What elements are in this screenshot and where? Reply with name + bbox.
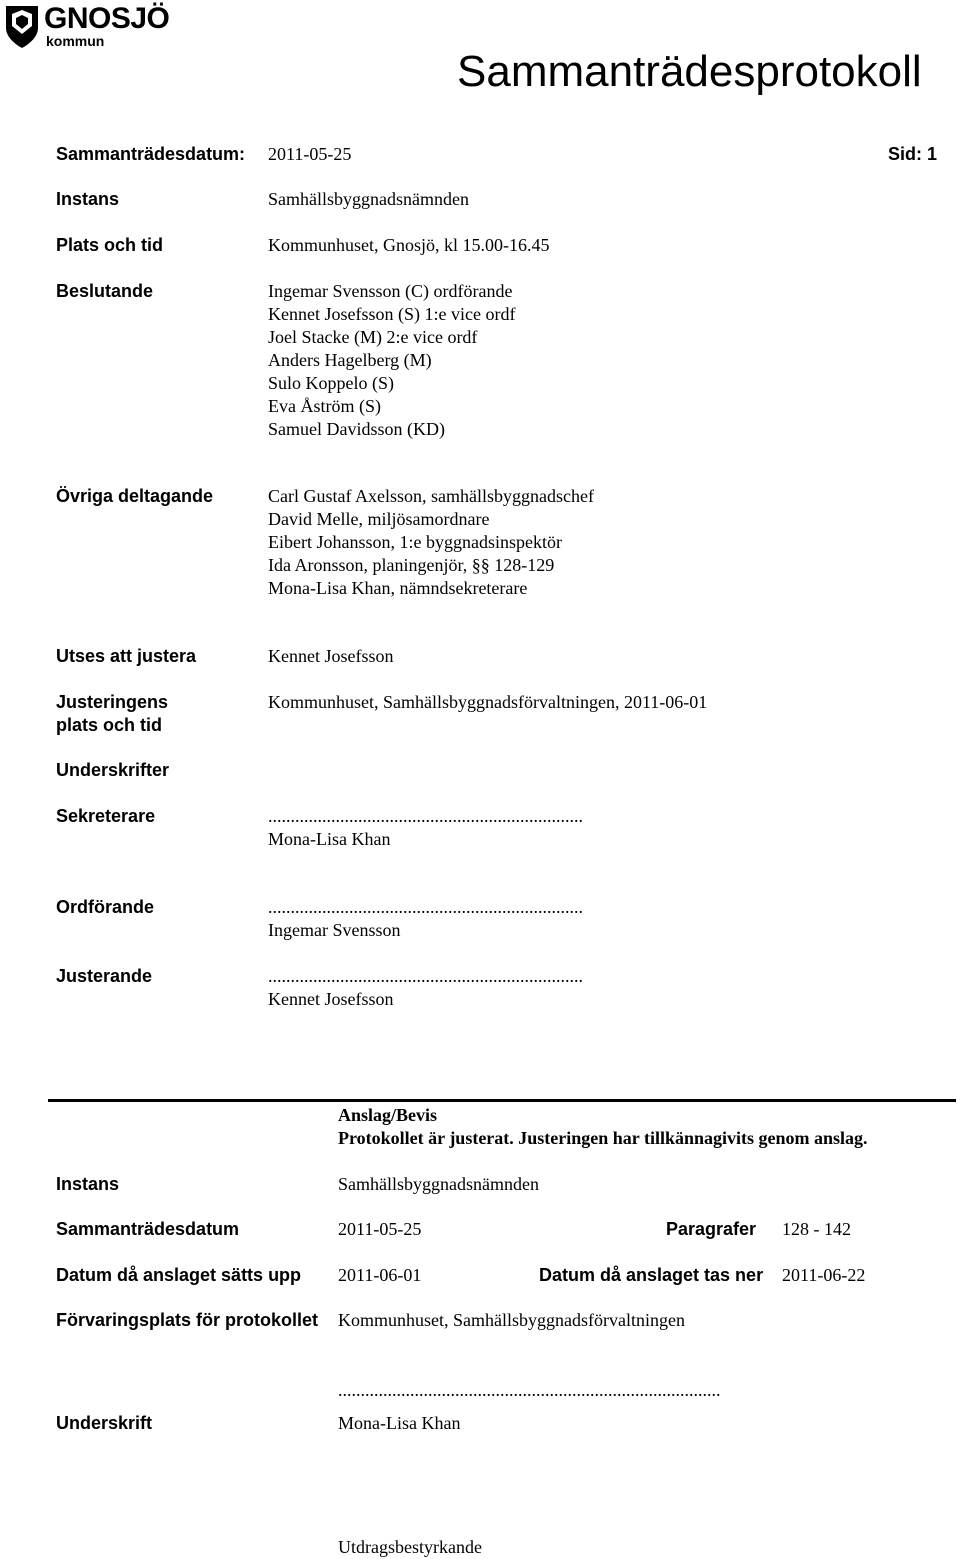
footer-label: Utdragsbestyrkande xyxy=(338,1537,482,1557)
underskrifter-label: Underskrifter xyxy=(56,760,170,780)
list-item: Samuel Davidsson (KD) xyxy=(268,419,445,439)
paragrafer-label: Paragrafer xyxy=(666,1219,757,1239)
anslag-heading: Anslag/Bevis xyxy=(338,1105,438,1125)
list-item: Kennet Josefsson (S) 1:e vice ordf xyxy=(268,304,516,324)
sekreterare-name: Mona-Lisa Khan xyxy=(268,829,391,849)
list-item: Joel Stacke (M) 2:e vice ordf xyxy=(268,327,478,347)
municipality-logo xyxy=(4,4,174,50)
ovriga-list xyxy=(268,485,594,600)
list-item: David Melle, miljösamordnare xyxy=(268,509,490,529)
justerande-name: Kennet Josefsson xyxy=(268,989,394,1009)
list-item: Eibert Johansson, 1:e byggnadsinspektör xyxy=(268,532,562,552)
anslag-date-label: Sammanträdesdatum xyxy=(56,1219,240,1239)
signature-line: ..................................................................................... xyxy=(338,1380,721,1400)
justerande-label: Justerande xyxy=(56,966,153,986)
list-item: Carl Gustaf Axelsson, samhällsbyggnadschef xyxy=(268,486,594,506)
signature-line: ...................................................................... xyxy=(268,806,583,826)
list-item: Anders Hagelberg (M) xyxy=(268,350,432,370)
justera-label: Utses att justera xyxy=(56,646,197,666)
beslutande-label: Beslutande xyxy=(56,281,154,301)
place-label: Plats och tid xyxy=(56,235,164,255)
justering-label-2: plats och tid xyxy=(56,715,163,735)
signature-line: ...................................................................... xyxy=(268,897,583,917)
shield-icon xyxy=(4,4,40,50)
underskrift-label: Underskrift xyxy=(56,1413,153,1433)
storage-label: Förvaringsplats för protokollet xyxy=(56,1310,319,1330)
logo-subtitle: kommun xyxy=(46,33,105,49)
ovriga-label: Övriga deltagande xyxy=(56,486,214,506)
place-value: Kommunhuset, Gnosjö, kl 15.00-16.45 xyxy=(268,235,550,255)
storage-value: Kommunhuset, Samhällsbyggnadsförvaltningen xyxy=(338,1310,685,1330)
list-item: Ida Aronsson, planingenjör, §§ 128-129 xyxy=(268,555,555,575)
instans-value: Samhällsbyggnadsnämnden xyxy=(268,189,469,209)
ordforande-name: Ingemar Svensson xyxy=(268,920,401,940)
page-title: Sammanträdesprotokoll xyxy=(457,47,922,96)
anslag-instans-label: Instans xyxy=(56,1174,120,1194)
anslag-statement: Protokollet är justerat. Justeringen har tillkännagivits genom anslag. xyxy=(338,1128,868,1148)
logo-name: GNOSJÖ xyxy=(44,2,170,35)
anslag-down-label: Datum då anslaget tas ner xyxy=(539,1265,764,1285)
list-item: Ingemar Svensson (C) ordförande xyxy=(268,281,513,301)
sekreterare-label: Sekreterare xyxy=(56,806,156,826)
anslag-up-label: Datum då anslaget sätts upp xyxy=(56,1265,302,1285)
justering-label: Justeringens xyxy=(56,692,169,712)
justera-value: Kennet Josefsson xyxy=(268,646,394,666)
underskrift-name: Mona-Lisa Khan xyxy=(338,1413,461,1433)
meeting-date-value: 2011-05-25 xyxy=(268,144,352,164)
list-item: Mona-Lisa Khan, nämndsekreterare xyxy=(268,578,528,598)
beslutande-list xyxy=(268,280,515,441)
list-item: Eva Åström (S) xyxy=(268,396,381,416)
list-item: Sulo Koppelo (S) xyxy=(268,373,394,393)
anslag-instans-value: Samhällsbyggnadsnämnden xyxy=(338,1174,539,1194)
instans-label: Instans xyxy=(56,189,120,209)
anslag-date-value: 2011-05-25 xyxy=(338,1219,422,1239)
justering-value: Kommunhuset, Samhällsbyggnadsförvaltningen, 2011-06-01 xyxy=(268,692,708,712)
signature-line: ...................................................................... xyxy=(268,966,583,986)
section-divider xyxy=(48,1099,956,1102)
anslag-down-value: 2011-06-22 xyxy=(782,1265,866,1285)
page-number: Sid: 1 xyxy=(888,144,938,164)
anslag-up-value: 2011-06-01 xyxy=(338,1265,422,1285)
paragrafer-value: 128 - 142 xyxy=(782,1219,851,1239)
ordforande-label: Ordförande xyxy=(56,897,155,917)
meeting-date-label: Sammanträdesdatum: xyxy=(56,144,246,164)
